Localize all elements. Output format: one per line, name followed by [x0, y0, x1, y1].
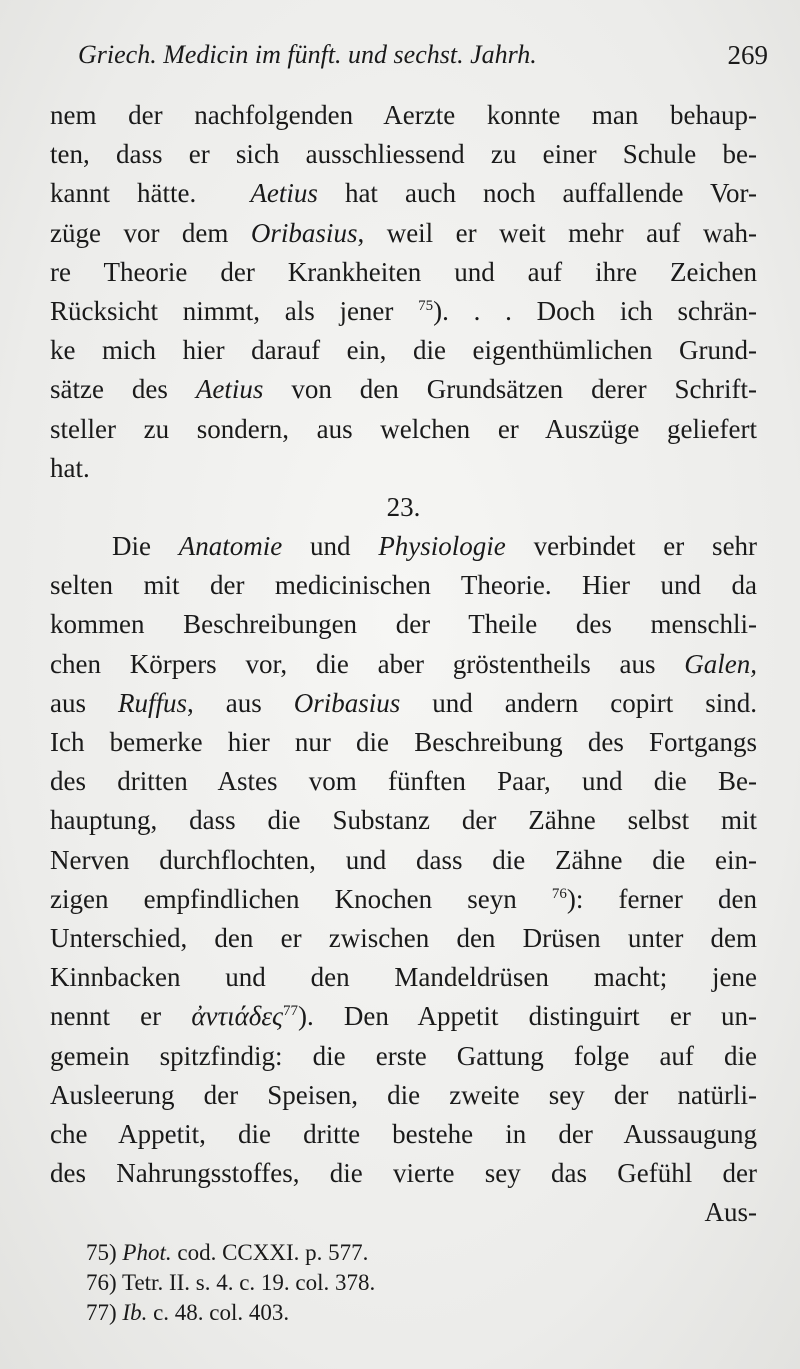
page-number: 269 [727, 40, 768, 70]
name-oribasius: Oribasius [293, 687, 401, 718]
text-line: ke mich hier darauf ein, die eigenthümlichen Grund- [50, 335, 757, 366]
name-aetius: Aetius [195, 374, 264, 405]
greek-word: ἀντιάδες [191, 1001, 283, 1032]
text-line: hat. [50, 452, 90, 483]
section-number: 23. [386, 491, 421, 522]
text-line: aus Ruffus, aus Oribasius und andern copirt sind. [50, 687, 757, 718]
text-line: Rücksicht nimmt, als jener $^{75}$). . . Doch ich schrän- [50, 295, 758, 326]
running-header [78, 40, 768, 80]
main-text [50, 96, 757, 1232]
footnote: 75) Phot. cod. CCXXI. p. 577. [86, 1240, 369, 1265]
text-line: selten mit der medicinischen Theorie. Hier und da [50, 570, 757, 601]
text-line: züge vor dem Oribasius, weil er weit mehr auf wah- [50, 217, 758, 248]
footnotes [86, 1238, 586, 1328]
running-title: Griech. Medicin im fünft. und sechst. Jahrh. [78, 40, 537, 69]
text-line: Ich bemerke hier nur die Beschreibung des Fortgangs [50, 727, 757, 757]
text-line: Ausleerung der Speisen, die zweite sey der natürli- [50, 1079, 757, 1110]
footnote: 76) Tetr. II. s. 4. c. 19. col. 378. [86, 1270, 376, 1295]
text-line: sätze des Aetius von den Grundsätzen derer Schrift- [50, 374, 757, 405]
text-line: des Nahrungsstoffes, die vierte sey das Gefühl der [50, 1158, 757, 1189]
name-galen: Galen, [684, 648, 757, 679]
text-line: che Appetit, die dritte bestehe in der Aussaugung [50, 1118, 757, 1149]
text-line: nennt er ἀντιάδες$^{77}$). Den Appetit distinguirt er un- [50, 1001, 757, 1032]
footnote-ref: 77 [282, 1003, 298, 1020]
text-line: re Theorie der Krankheiten und auf ihre Zeichen [50, 256, 757, 287]
name-aetius: Aetius [250, 178, 318, 209]
text-line: kommen Beschreibungen der Theile des menschli- [50, 609, 757, 640]
name-ruffus: Ruffus [118, 687, 188, 718]
text-line: Kinnbacken und den Mandeldrüsen macht; jene [50, 962, 757, 993]
catchword: Aus- [704, 1197, 757, 1228]
text-line: gemein spitzfindig: die erste Gattung folge auf die [50, 1040, 757, 1071]
text-line: des dritten Astes vom fünften Paar, und die Be- [50, 766, 757, 797]
text-line: chen Körpers vor, die aber gröstentheils aus Galen, [50, 648, 757, 679]
text-line: steller zu sondern, aus welchen er Auszüge geliefert [50, 413, 757, 444]
footnote-ref: 76 [551, 885, 567, 902]
footnote-ref: 75 [418, 297, 434, 314]
text-line: Unterschied, den er zwischen den Drüsen unter dem [50, 922, 757, 953]
text-line: kannt hätte. Aetius hat auch noch auffallende Vor- [50, 178, 757, 209]
text-line: Die Anatomie und Physiologie verbindet er sehr [112, 531, 758, 562]
text-line: ten, dass er sich ausschliessend zu einer Schule be- [50, 139, 757, 170]
text-line: nem der nachfolgenden Aerzte konnte man behaup- [50, 100, 757, 130]
text-line: Nerven durchflochten, und dass die Zähne die ein- [50, 844, 757, 875]
name-oribasius: Oribasius [250, 217, 358, 248]
text-line: hauptung, dass die Substanz der Zähne selbst mit [50, 805, 757, 836]
text-line: zigen empfindlichen Knochen seyn $^{76}$): ferner den [50, 883, 758, 914]
footnote: 77) Ib. c. 48. col. 403. [86, 1300, 290, 1325]
